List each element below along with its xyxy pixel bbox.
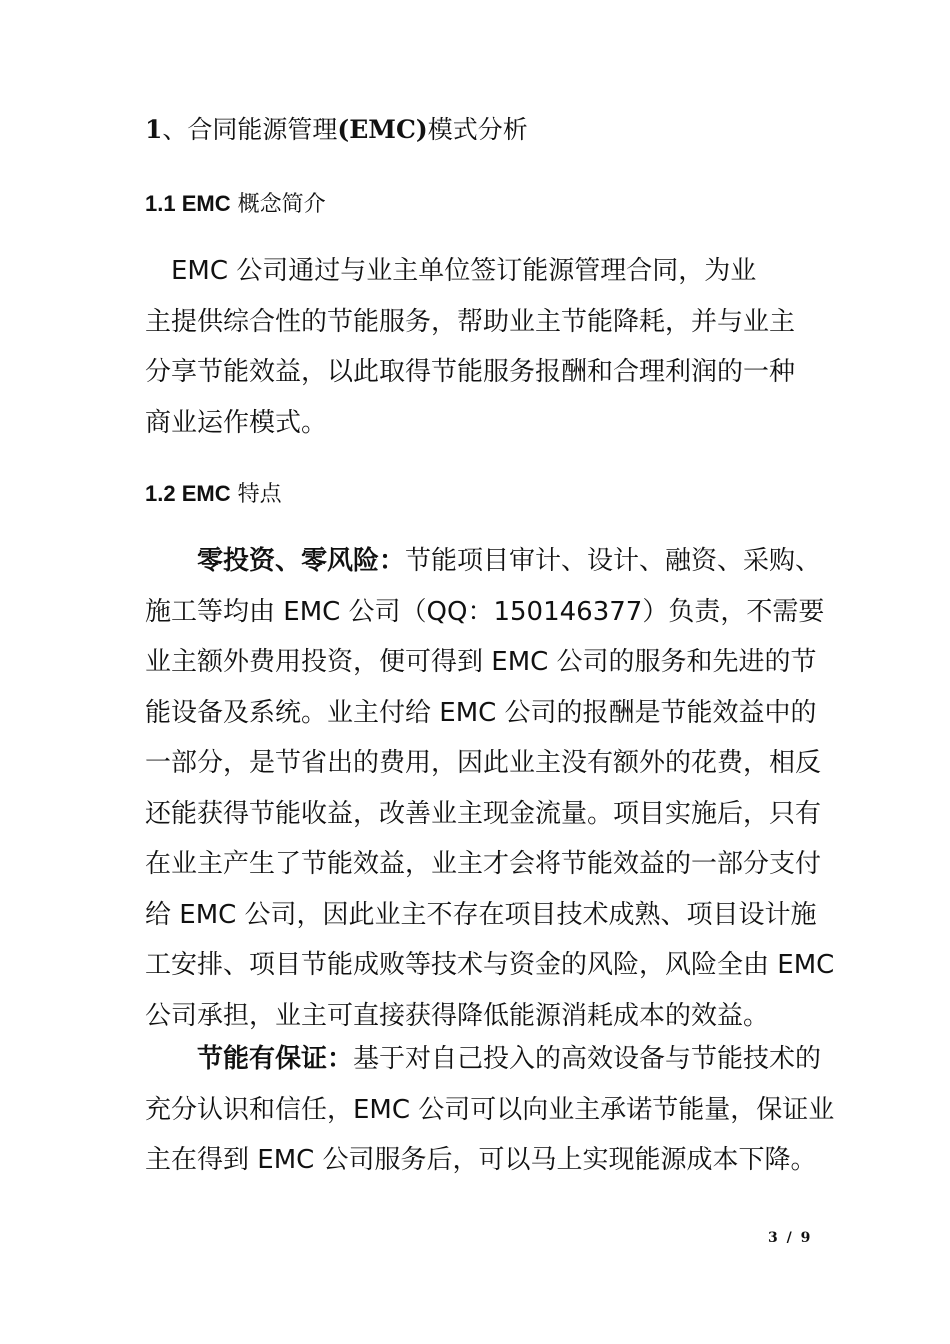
paragraph-line: 施工等均由 EMC 公司（QQ：150146377）负责，不需要 xyxy=(145,596,825,627)
paragraph-line: EMC 公司通过与业主单位签订能源管理合同，为业 xyxy=(171,256,757,286)
heading-1-2-number: 1.2 EMC xyxy=(145,481,231,506)
paragraph-line: 主提供综合性的节能服务，帮助业主节能降耗，并与业主 xyxy=(145,306,796,337)
heading-1-1-title: 概念简介 xyxy=(237,192,326,217)
paragraph-line: 给 EMC 公司，因此业主不存在项目技术成熟、项目设计施 xyxy=(145,899,817,930)
heading-1-2-title: 特点 xyxy=(237,482,282,507)
paragraph-line xyxy=(145,536,822,587)
paragraph-line: 在业主产生了节能效益，业主才会将节能效益的一部分支付 xyxy=(145,849,822,879)
heading-1-bold: (EMC) xyxy=(337,115,428,144)
paragraph-line: 主在得到 EMC 公司服务后，可以马上实现能源成本下降。 xyxy=(145,1145,817,1175)
heading-1-pre: 、合同能源管理 xyxy=(162,115,338,144)
heading-1-2 xyxy=(145,478,282,511)
lead-text: 零投资、零风险： xyxy=(197,546,406,576)
lead-rest: 基于对自己投入的高效设备与节能技术的 xyxy=(353,1044,822,1074)
heading-1-1 xyxy=(145,188,326,221)
paragraph-line: 一部分，是节省出的费用，因此业主没有额外的花费，相反 xyxy=(145,748,822,778)
section-1-2-paragraph-2 xyxy=(145,1034,835,1186)
heading-1-1-number: 1.1 EMC xyxy=(145,191,231,216)
section-1-2-paragraph-1 xyxy=(145,536,835,1041)
paragraph-line: 充分认识和信任，EMC 公司可以向业主承诺节能量，保证业 xyxy=(145,1094,835,1125)
lead-text: 节能有保证： xyxy=(197,1044,354,1074)
paragraph-line: 工安排、项目节能成败等技术与资金的风险，风险全由 EMC xyxy=(145,950,835,980)
heading-1-number: 1 xyxy=(145,115,163,144)
paragraph-line xyxy=(145,1034,822,1085)
paragraph-line: 业主额外费用投资，便可得到 EMC 公司的服务和先进的节 xyxy=(145,647,817,677)
paragraph-line: 还能获得节能收益，改善业主现金流量。项目实施后，只有 xyxy=(145,798,822,829)
section-1-1-paragraph xyxy=(145,246,805,448)
paragraph-line: 能设备及系统。业主付给 EMC 公司的报酬是节能效益中的 xyxy=(145,697,817,728)
paragraph-line: 分享节能效益，以此取得节能服务报酬和合理利润的一种 xyxy=(145,357,796,387)
page-number: 3 / 9 xyxy=(768,1230,813,1246)
paragraph-line: 公司承担，业主可直接获得降低能源消耗成本的效益。 xyxy=(145,1000,770,1031)
lead-rest: 节能项目审计、设计、融资、采购、 xyxy=(405,546,822,576)
heading-1 xyxy=(145,112,528,148)
paragraph-line: 商业运作模式。 xyxy=(145,407,328,438)
heading-1-post: 模式分析 xyxy=(427,115,528,144)
